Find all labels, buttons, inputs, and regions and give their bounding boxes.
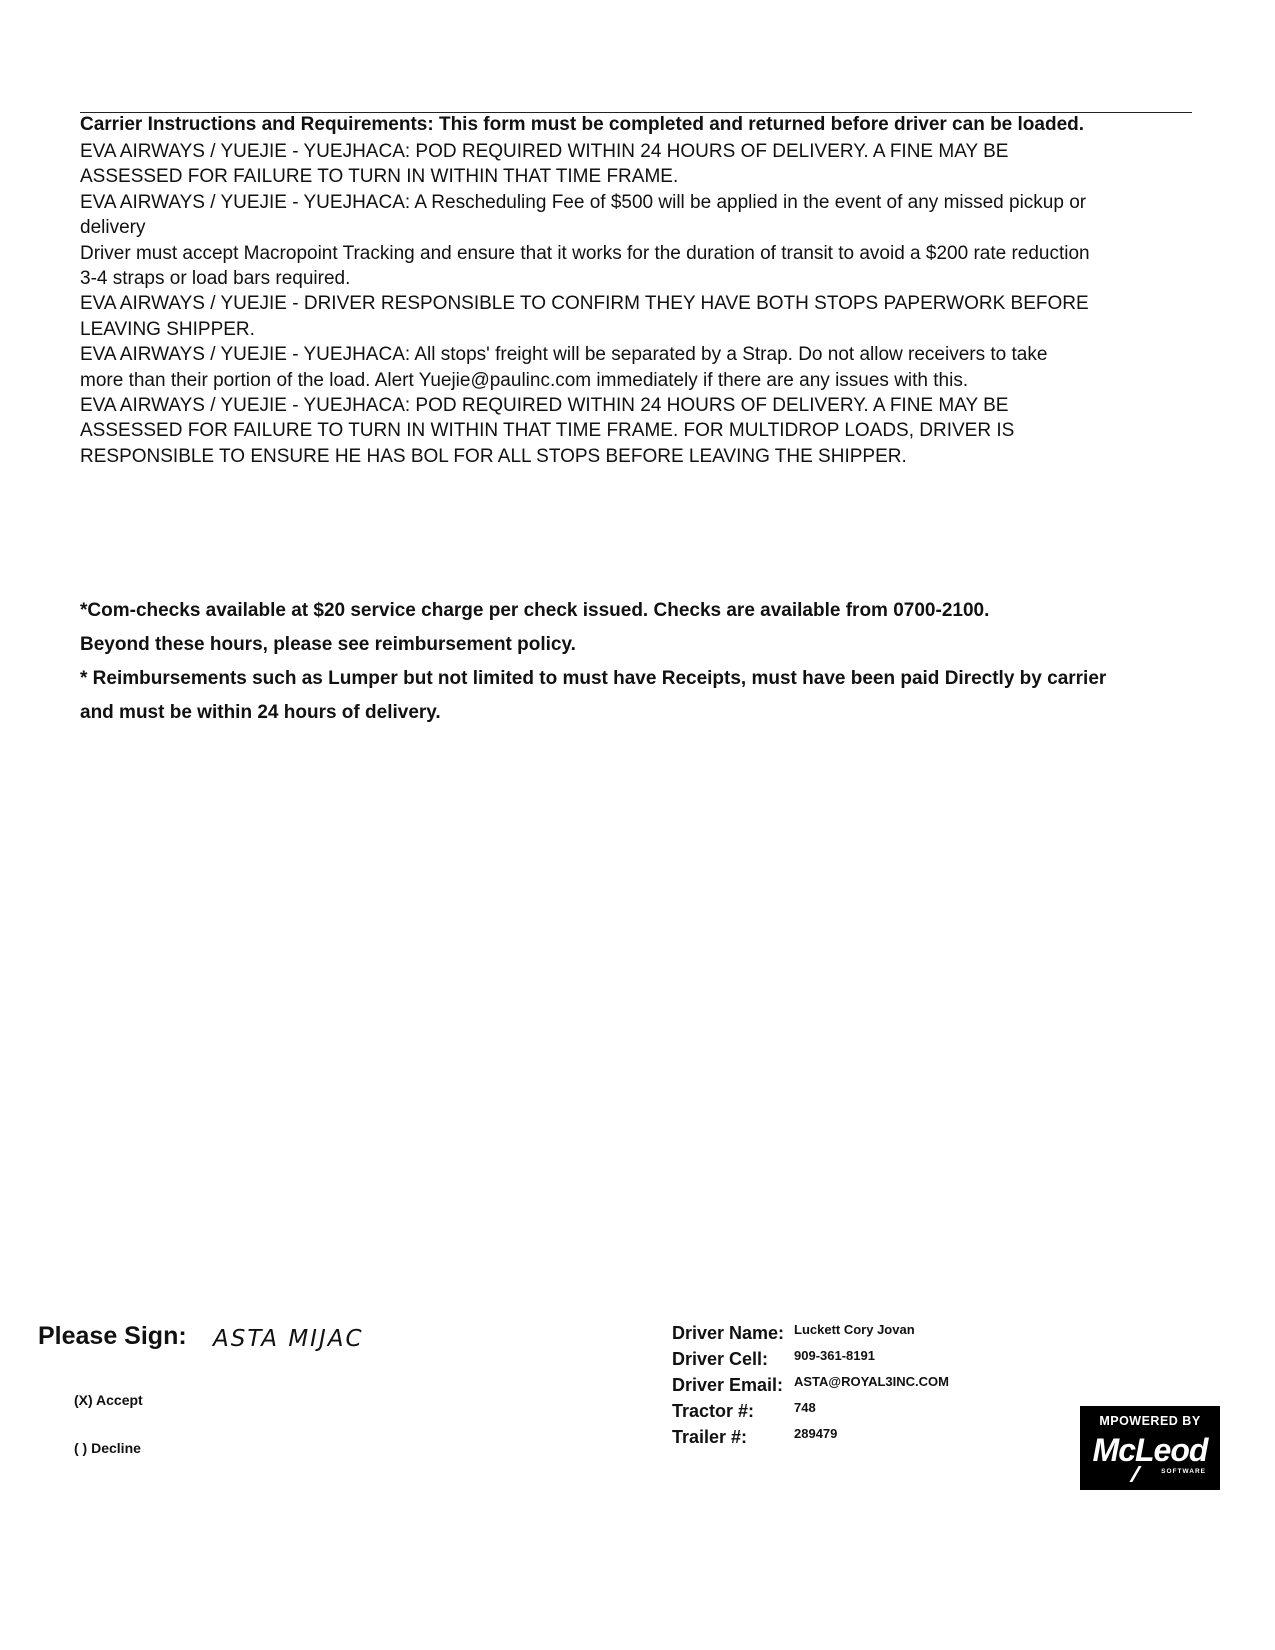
instruction-item: EVA AIRWAYS / YUEJIE - YUEJHACA: POD REQUIRED WITHIN 24 HOURS OF DELIVERY. A FINE MAY BE ASSESSED FOR FAILURE TO TURN IN WITHIN THAT TIME FRAME. FOR MULTIDROP LOADS, DRIVER IS RESPONSIBLE TO ENSURE HE HAS BOL FOR ALL STOPS BEFORE LEAVING THE SHIPPER. [80, 395, 1015, 467]
logo-brand-text: McLeod [1092, 1432, 1208, 1468]
policy-line: Beyond these hours, please see reimbursement policy. [80, 634, 576, 655]
driver-email-label: Driver Email: [672, 1375, 784, 1395]
driver-email-value: ASTA@ROYAL3INC.COM [794, 1374, 949, 1389]
driver-cell-value: 909-361-8191 [794, 1348, 875, 1363]
trailer-value: 289479 [794, 1426, 838, 1441]
driver-name-label: Driver Name: [672, 1323, 785, 1343]
tractor-value: 748 [794, 1400, 816, 1415]
logo-powered-by-text: MPOWERED BY [1099, 1414, 1201, 1428]
instructions-list [80, 139, 1090, 469]
top-rule-divider [80, 112, 1192, 113]
driver-cell-label: Driver Cell: [672, 1349, 769, 1369]
instruction-item: EVA AIRWAYS / YUEJIE - DRIVER RESPONSIBLE TO CONFIRM THEY HAVE BOTH STOPS PAPERWORK BEFORE LEAVING SHIPPER. [80, 293, 1089, 340]
policy-line: * Reimbursements such as Lumper but not limited to must have Receipts, must have been paid Directly by carrier [80, 668, 1107, 689]
instruction-item: EVA AIRWAYS / YUEJIE - YUEJHACA: POD REQUIRED WITHIN 24 HOURS OF DELIVERY. A FINE MAY BE ASSESSED FOR FAILURE TO TURN IN WITHIN THAT TIME FRAME. [80, 141, 1009, 188]
tractor-label: Tractor #: [672, 1401, 755, 1421]
trailer-label: Trailer #: [672, 1427, 748, 1447]
instruction-item: 3-4 straps or load bars required. [80, 268, 351, 290]
policy-line: *Com-checks available at $20 service charge per check issued. Checks are available from 0700-2100. [80, 600, 990, 621]
accept-option[interactable]: (X) Accept [74, 1392, 143, 1408]
instruction-item: EVA AIRWAYS / YUEJIE - YUEJHACA: A Rescheduling Fee of $500 will be applied in the event of any missed pickup or delivery [80, 191, 1087, 239]
mcleod-logo [1080, 1406, 1220, 1490]
signature-field[interactable]: ASTA MIJAC [213, 1326, 364, 1352]
policy-line: and must be within 24 hours of delivery. [80, 702, 441, 723]
please-sign-label: Please Sign: [38, 1322, 187, 1350]
instructions-heading: Carrier Instructions and Requirements: This form must be completed and returned before driver can be loaded. [80, 114, 1085, 135]
instruction-item: Driver must accept Macropoint Tracking and ensure that it works for the duration of transit to avoid a $200 rate reduction [80, 242, 1090, 264]
decline-option[interactable]: ( ) Decline [74, 1440, 141, 1456]
reimbursement-policy [80, 594, 1200, 730]
driver-name-value: Luckett Cory Jovan [794, 1322, 915, 1337]
instruction-item: EVA AIRWAYS / YUEJIE - YUEJHACA: All stops' freight will be separated by a Strap. Do not allow receivers to take more than their portion of the load. Alert Yuejie@paulinc.com immediately if there are any issues with this. [80, 344, 1048, 391]
logo-software-text: SOFTWARE [1161, 1468, 1206, 1475]
